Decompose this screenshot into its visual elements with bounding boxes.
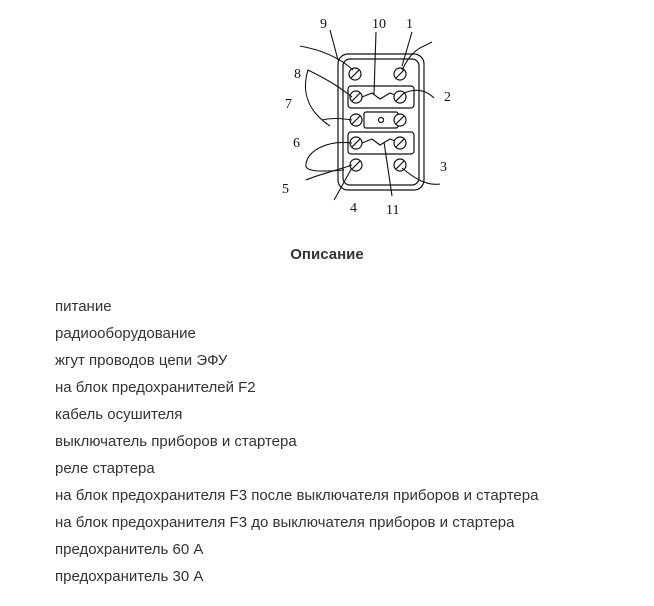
callout-11: 11 <box>386 203 400 218</box>
callout-4: 4 <box>350 201 357 216</box>
callout-2: 2 <box>444 90 451 105</box>
wire-5-dryer <box>306 165 352 180</box>
wire-7-starter-relay <box>322 119 352 121</box>
terminal-screw <box>394 68 406 80</box>
callout-7: 7 <box>285 97 292 112</box>
wire-8-f3-after <box>305 70 352 126</box>
callout-3: 3 <box>440 160 447 175</box>
item-text: реле стартера <box>55 460 155 477</box>
item-text: выключатель приборов и стартера <box>55 433 297 450</box>
item-text: жгут проводов цепи ЭФУ <box>55 352 228 369</box>
terminal-screw <box>394 137 406 149</box>
item-text: на блок предохранителей F2 <box>55 379 256 396</box>
item-text: на блок предохранителя F3 до выключателя приборов и стартера <box>55 514 515 531</box>
wire-3-efu <box>402 168 440 184</box>
item-text: предохранитель 30 А <box>55 568 204 585</box>
terminal-screw <box>394 114 406 126</box>
callout-6: 6 <box>293 136 300 151</box>
callout-1: 1 <box>406 17 413 32</box>
center-separator <box>364 112 398 128</box>
fuse-block-diagram <box>0 0 654 230</box>
callout-5: 5 <box>282 182 289 197</box>
callout-10: 10 <box>372 17 386 32</box>
item-text: питание <box>55 298 112 315</box>
wire-9-f3-before <box>300 46 353 70</box>
item-text: предохранитель 60 А <box>55 541 204 558</box>
item-text: радиооборудование <box>55 325 196 342</box>
item-text: на блок предохранителя F3 после выключателя приборов и стартера <box>55 487 539 504</box>
description-heading: Описание <box>290 246 364 263</box>
center-hole <box>379 118 384 123</box>
callout-9: 9 <box>320 17 327 32</box>
leader-11 <box>384 142 392 196</box>
terminal-screw <box>349 68 361 80</box>
callout-8: 8 <box>294 67 301 82</box>
item-text: кабель осушителя <box>55 406 183 423</box>
leader-10 <box>374 32 376 94</box>
wire-1-power <box>402 42 432 70</box>
